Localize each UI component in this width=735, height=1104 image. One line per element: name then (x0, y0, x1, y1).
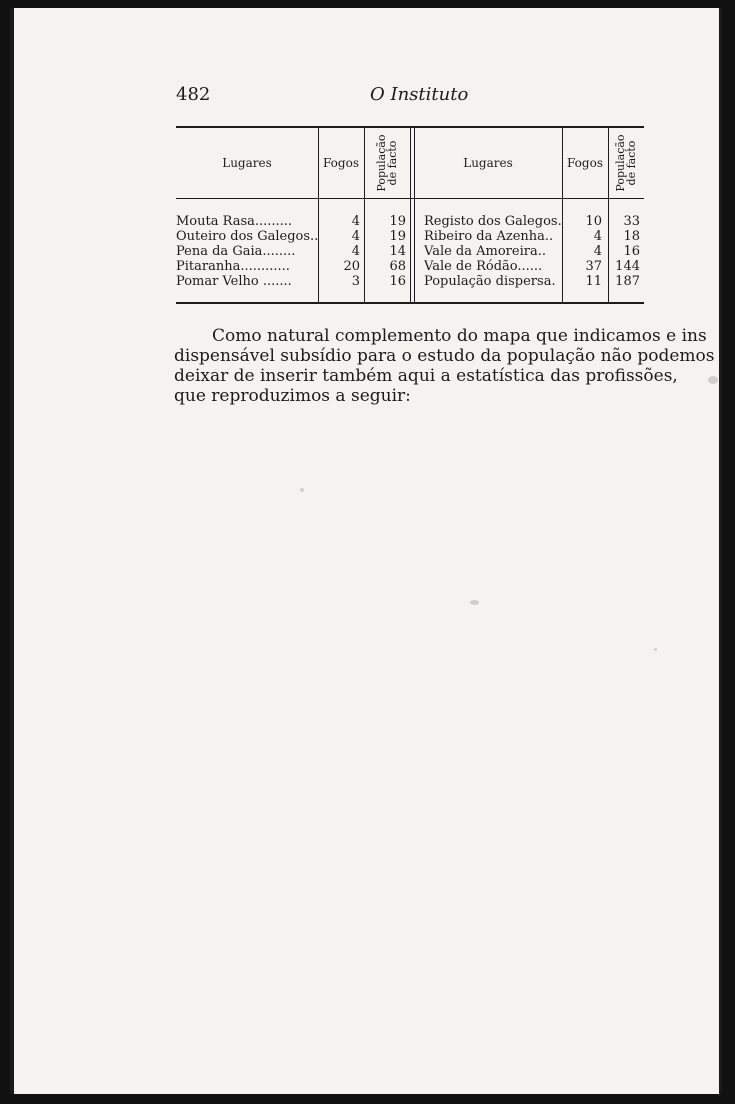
header-populacao-line1: População (614, 134, 627, 192)
place-name: Pomar Velho ....... (176, 274, 292, 289)
fogos-value: 10 (585, 214, 602, 229)
running-title: O Instituto (370, 84, 469, 105)
fogos-value: 11 (585, 274, 602, 289)
paragraph-line: que reproduzimos a seguir: (174, 386, 411, 406)
header-lugares: Lugares (222, 156, 272, 170)
column-divider-double (414, 128, 415, 302)
populacao-value: 33 (623, 214, 640, 229)
fogos-value: 4 (593, 229, 602, 244)
scan-speck (708, 376, 718, 384)
fogos-value: 4 (593, 244, 602, 259)
header-fogos: Fogos (567, 156, 603, 170)
populacao-value: 187 (615, 274, 640, 289)
place-name: Outeiro dos Galegos.. (176, 229, 319, 244)
scan-speck (300, 488, 304, 492)
header-lugares: Lugares (463, 156, 513, 170)
place-name: População dispersa. (424, 274, 556, 289)
paragraph-line: dispensável subsídio para o estudo da população não podemos (174, 346, 715, 366)
header-populacao-line2: de facto (625, 140, 638, 186)
header-populacao-line2: de facto (386, 140, 399, 186)
place-name: Vale da Amoreira.. (424, 244, 546, 259)
body-paragraph (174, 326, 715, 406)
header-populacao (376, 131, 398, 195)
populacao-value: 16 (389, 274, 406, 289)
populacao-value: 68 (389, 259, 406, 274)
header-fogos: Fogos (323, 156, 359, 170)
fogos-value: 20 (343, 259, 360, 274)
page-number: 482 (176, 84, 211, 105)
fogos-value: 4 (351, 244, 360, 259)
scan-speck (654, 648, 657, 651)
populacao-value: 16 (623, 244, 640, 259)
place-name: Pena da Gaia........ (176, 244, 296, 259)
populacao-value: 19 (389, 214, 406, 229)
table-bottom-rule (176, 302, 644, 304)
column-divider-double (410, 128, 411, 302)
place-name: Registo dos Galegos. (424, 214, 562, 229)
paragraph-line: deixar de inserir também aqui a estatística das profissões, (174, 366, 678, 386)
place-name: Vale de Ródão...... (424, 259, 543, 274)
fogos-value: 4 (351, 229, 360, 244)
scan-speck (470, 600, 479, 605)
populacao-value: 14 (389, 244, 406, 259)
populacao-value: 18 (623, 229, 640, 244)
populacao-value: 19 (389, 229, 406, 244)
place-name: Pitaranha............ (176, 259, 290, 274)
fogos-value: 37 (585, 259, 602, 274)
fogos-value: 4 (351, 214, 360, 229)
header-populacao-line1: População (375, 134, 388, 192)
population-table (176, 126, 644, 306)
place-name: Ribeiro da Azenha.. (424, 229, 554, 244)
populacao-value: 144 (615, 259, 640, 274)
fogos-value: 3 (351, 274, 360, 289)
header-populacao (615, 131, 637, 195)
paragraph-line: Como natural complemento do mapa que indicamos e ins (212, 326, 707, 346)
place-name: Mouta Rasa......... (176, 214, 293, 229)
page-sheet (10, 8, 722, 1094)
